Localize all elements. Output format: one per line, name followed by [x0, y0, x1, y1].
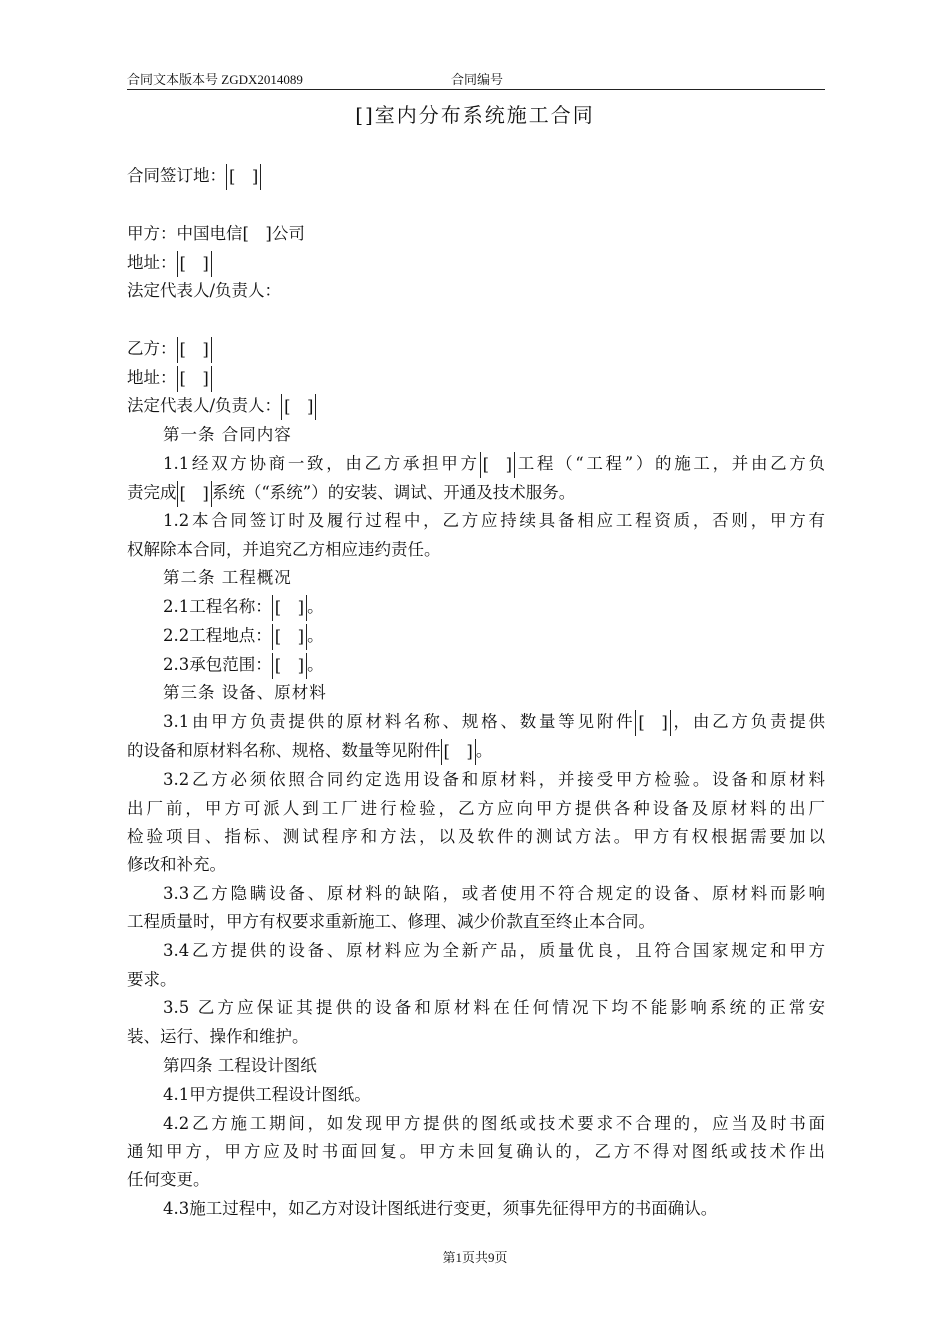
address-label: 地址：: [127, 368, 177, 387]
clause-2-1: [163, 592, 825, 622]
project-location-field[interactable]: [ ]: [272, 624, 307, 650]
text-run: 2.1工程名称：: [163, 597, 272, 616]
clause-3-2-line-1: 3.2乙方必须依照合同约定选用设备和原材料，并接受甲方检验。设备和原材料: [163, 770, 825, 789]
clause-3-4-line-1: 3.4乙方提供的设备、原材料应为全新产品，质量优良，且符合国家规定和甲方: [163, 941, 825, 960]
clause-3-5-line-2: 装、运行、操作和维护。: [127, 1027, 309, 1046]
party-a-line: 甲方：中国电信[ ]公司: [127, 224, 305, 243]
clause-4-2-line-1: 4.2乙方施工期间，如发现甲方提供的图纸或技术要求不合理的，应当及时书面: [163, 1114, 825, 1133]
party-b-field[interactable]: [ ]: [177, 337, 212, 363]
party-b-rep-field[interactable]: [ ]: [281, 394, 316, 420]
clause-1-2-line-1: 1.2本合同签订时及履行过程中，乙方应持续具备相应工程资质，否则，甲方有: [163, 511, 825, 530]
text-run: 工程（“工程”）的施工，并由乙方负: [515, 454, 825, 473]
page-number: 第1页共9页: [442, 1250, 508, 1265]
clause-2-3: [163, 650, 825, 680]
clause-4-2-line-2: 通知甲方，甲方应及时书面回复。甲方未回复确认的，乙方不得对图纸或技术作出: [127, 1142, 825, 1161]
clause-4-3: 4.3施工过程中，如乙方对设计图纸进行变更，须事先征得甲方的书面确认。: [163, 1199, 718, 1218]
clause-4-1: 4.1甲方提供工程设计图纸。: [163, 1085, 371, 1104]
page-header: [127, 70, 825, 90]
sign-place-line: [127, 161, 825, 191]
version-number: 合同文本版本号 ZGDX2014089: [127, 72, 303, 87]
text-run: 系统（“系统”）的安装、调试、开通及技术服务。: [211, 483, 576, 502]
clause-3-1-line-1: [163, 707, 825, 737]
text-run: 2.2工程地点：: [163, 626, 272, 645]
clause-3-3-line-2: 工程质量时，甲方有权要求重新施工、修理、减少价款直至终止本合同。: [127, 912, 655, 931]
contract-number-label: 合同编号: [451, 72, 504, 87]
project-name-field[interactable]: [ ]: [272, 595, 307, 621]
system-field[interactable]: [ ]: [177, 481, 212, 507]
text-run: 责完成: [127, 483, 177, 502]
article-4-heading: 第四条 工程设计图纸: [163, 1056, 317, 1075]
address-label: 地址：: [127, 253, 177, 272]
clause-1-2-line-2: 权解除本合同，并追究乙方相应违约责任。: [127, 540, 441, 559]
text-run: 。: [475, 741, 493, 760]
article-1-heading: 第一条 合同内容: [163, 425, 292, 444]
annex-a-field[interactable]: [ ]: [635, 710, 670, 736]
clause-3-2-line-4: 修改和补充。: [127, 855, 226, 874]
text-run: 。: [307, 655, 324, 674]
party-a-address-field[interactable]: [ ]: [177, 251, 212, 277]
clause-3-2-line-3: 检验项目、指标、测试程序和方法，以及软件的测试方法。甲方有权根据需要加以: [127, 827, 825, 846]
text-run: 。: [307, 626, 324, 645]
project-field[interactable]: [ ]: [480, 452, 515, 478]
text-run: 2.3承包范围：: [163, 655, 272, 674]
annex-b-field[interactable]: [ ]: [441, 739, 476, 765]
rep-label: 法定代表人/负责人：: [127, 396, 282, 415]
clause-3-2-line-2: 出厂前，甲方可派人到工厂进行检验，乙方应向甲方提供各种设备及原材料的出厂: [127, 799, 825, 818]
party-a-address-line: [127, 248, 825, 278]
text-run: 的设备和原材料名称、规格、数量等见附件: [127, 741, 441, 760]
party-b-line: [127, 334, 825, 364]
text-run: 3.1由甲方负责提供的原材料名称、规格、数量等见附件: [163, 712, 636, 731]
text-run: 。: [307, 597, 324, 616]
article-3-heading: 第三条 设备、原材料: [163, 683, 327, 702]
contract-scope-field[interactable]: [ ]: [272, 653, 307, 679]
clause-3-4-line-2: 要求。: [127, 970, 177, 989]
article-2-heading: 第二条 工程概况: [163, 568, 292, 587]
party-b-rep-line: [127, 391, 825, 421]
contract-title: []室内分布系统施工合同: [355, 103, 595, 127]
text-run: 1.1经双方协商一致，由乙方承担甲方: [163, 454, 480, 473]
text-run: ，由乙方负责提供: [670, 712, 825, 731]
party-a-rep-line: 法定代表人/负责人：: [127, 281, 282, 300]
clause-4-2-line-3: 任何变更。: [127, 1170, 210, 1189]
clause-1-1-line-1: [163, 449, 825, 479]
clause-3-5-line-1: 3.5 乙方应保证其提供的设备和原材料在任何情况下均不能影响系统的正常安: [163, 998, 825, 1017]
party-b-label: 乙方：: [127, 339, 177, 358]
party-b-address-field[interactable]: [ ]: [177, 366, 212, 392]
sign-place-label: 合同签订地：: [127, 166, 226, 185]
party-b-address-line: [127, 363, 825, 393]
clause-1-1-line-2: [127, 478, 825, 508]
sign-place-field[interactable]: [ ]: [226, 164, 261, 190]
clause-3-3-line-1: 3.3乙方隐瞒设备、原材料的缺陷，或者使用不符合规定的设备、原材料而影响: [163, 884, 825, 903]
clause-3-1-line-2: [127, 736, 825, 766]
clause-2-2: [163, 621, 825, 651]
